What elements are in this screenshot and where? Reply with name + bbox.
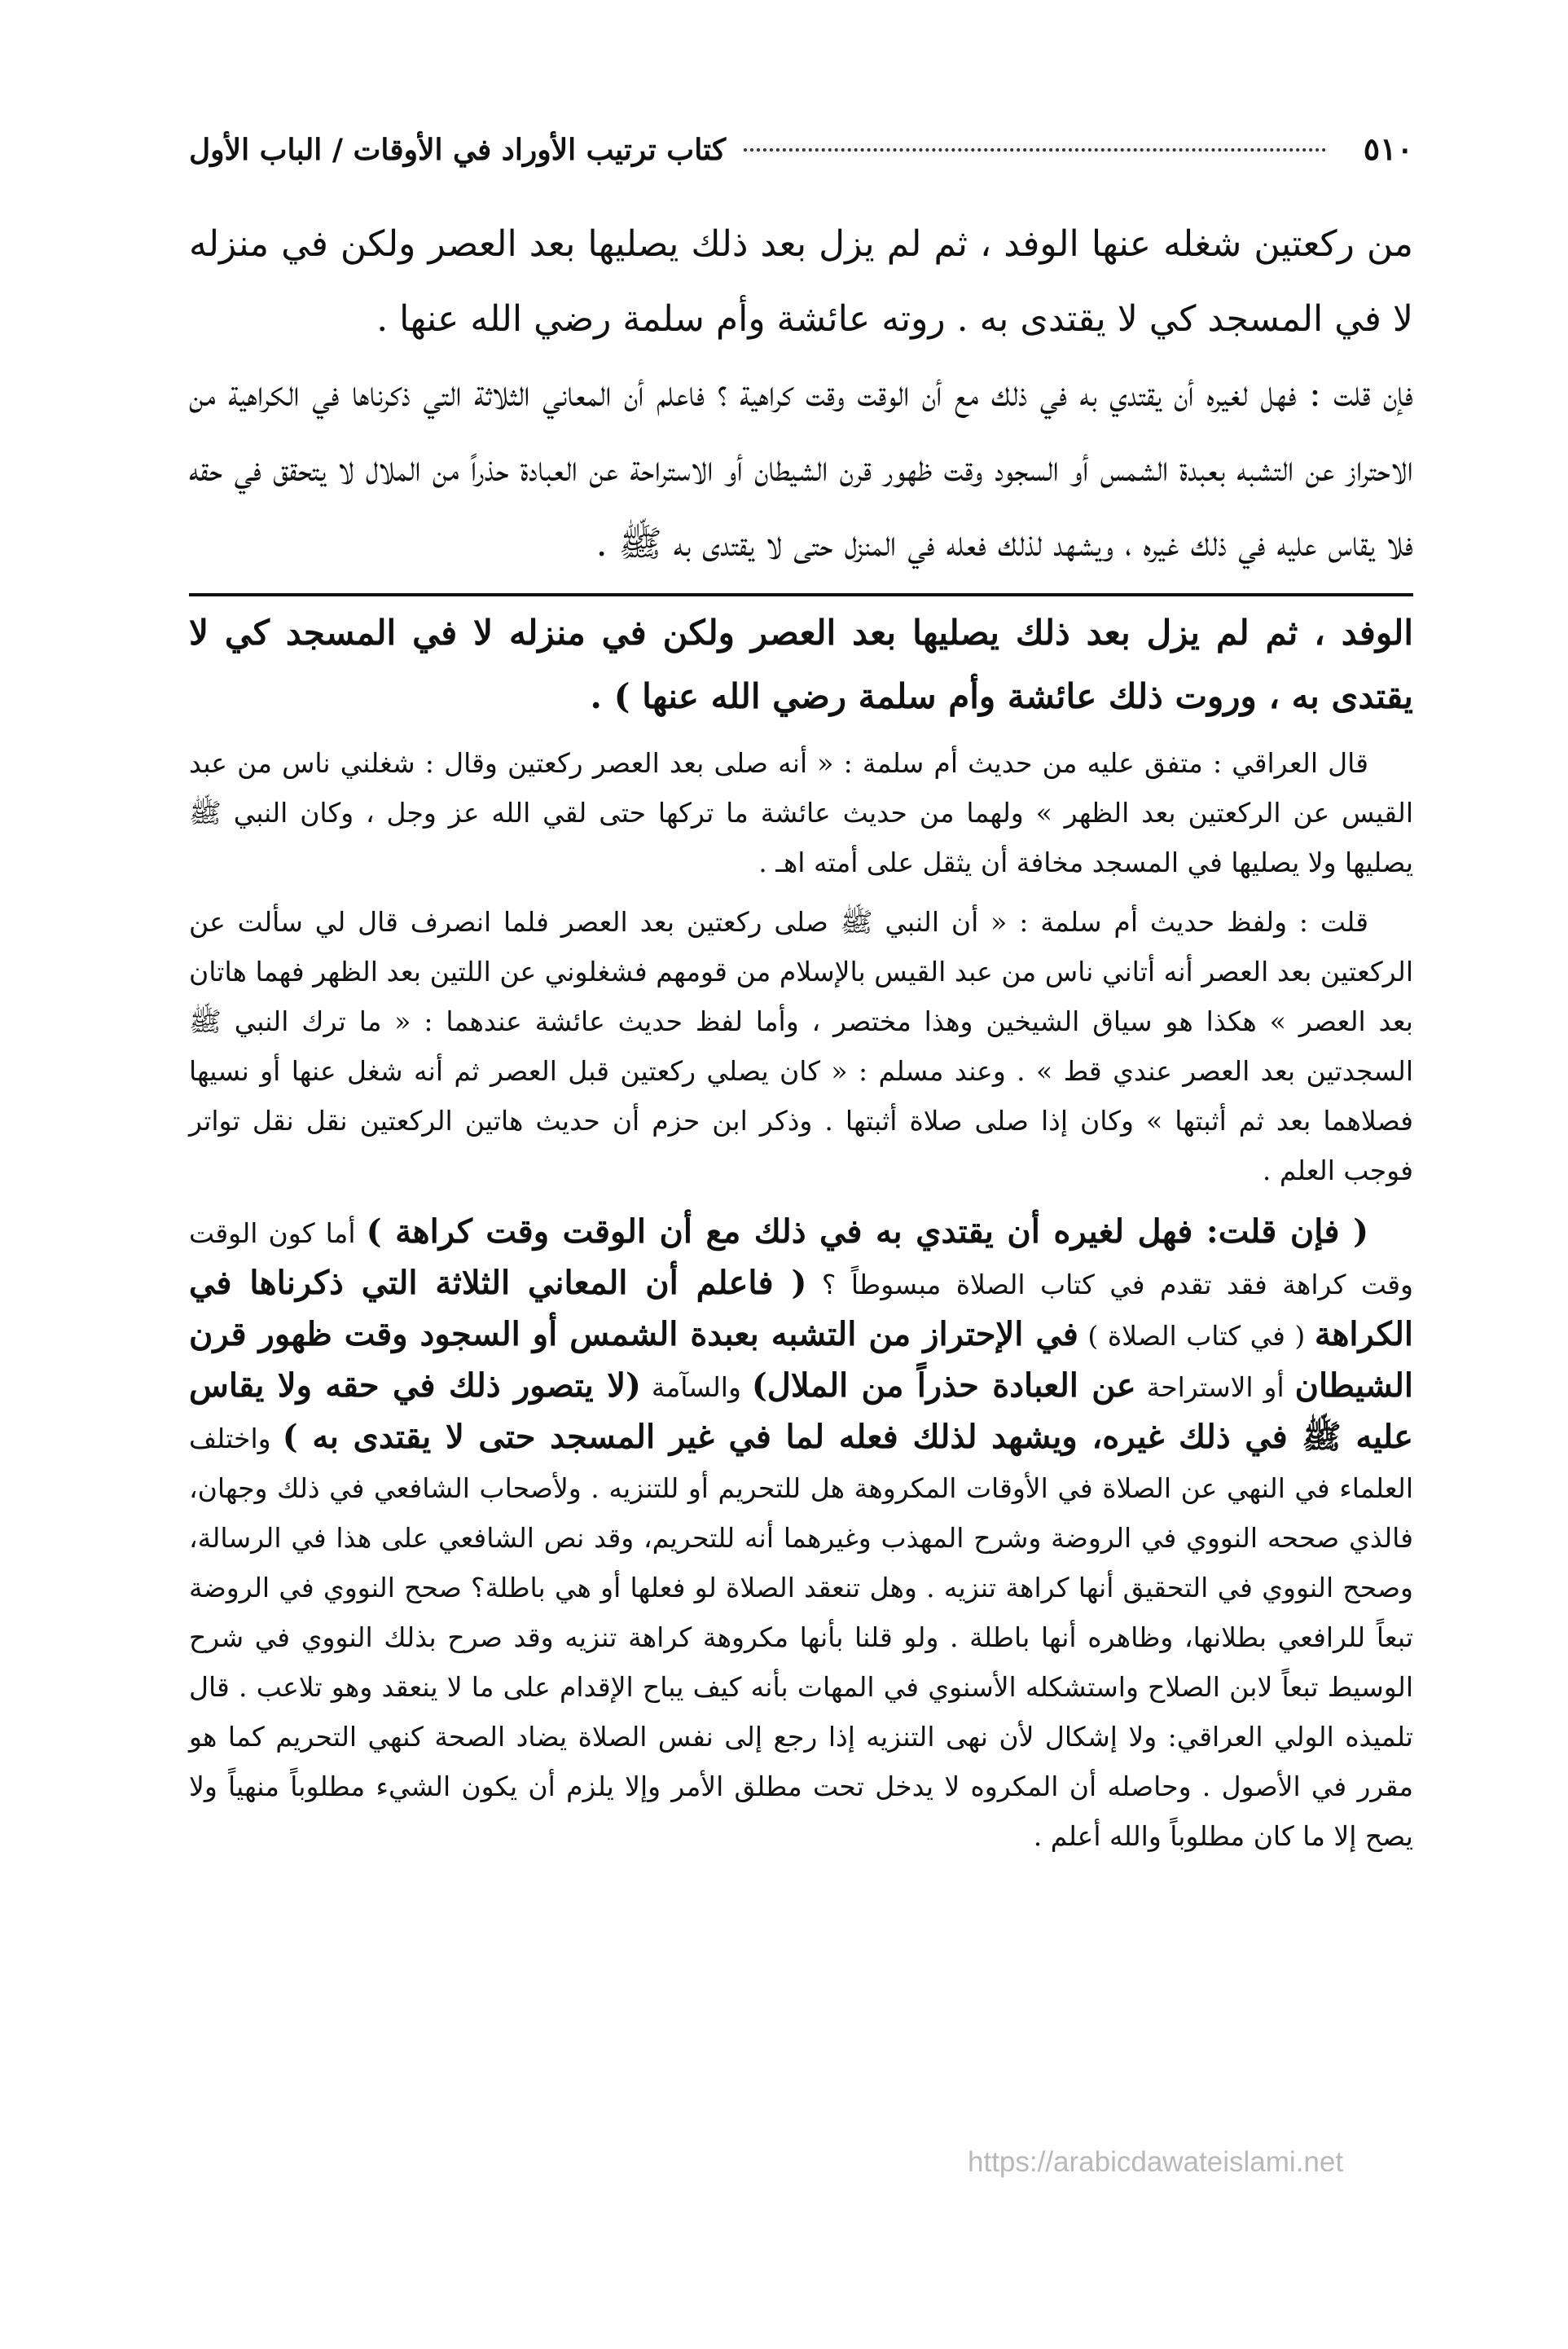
main-text	[189, 207, 1413, 582]
commentary-paragraph: قلت : ولفظ حديث أم سلمة : « أن النبي ﷺ صلى ركعتين بعد العصر فلما انصرف قال لي سألت عن الركعتين بعد العصر أنه أتاني ناس من عبد القيس بالإسلام من قومهم فشغلوني عن اللتين بعد الظهر فهما هاتان بعد العصر » هكذا هو سياق الشيخين وهذا مختصر ، وأما لفظ حديث عائشة عندهما : « ما ترك النبي ﷺ السجدتين بعد العصر عندي قط » . وعند مسلم : « كان يصلي ركعتين قبل العصر ثم أنه شغل عنها أو نسيها فصلاهما بعد ثم أثبتها » وكان إذا صلى صلاة أثبتها . وذكر ابن حزم أن حديث هاتين الركعتين نقل نقل تواتر فوجب العلم .	[189, 906, 1413, 1186]
book-page	[189, 130, 1413, 1861]
quoted-text: (لا يتصور ذلك في حقه ولا يقاس عليه ﷺ في ذلك غيره، ويشهد لذلك فعله لما في غير المسجد حتى لا يقتدى به )	[189, 1366, 1414, 1456]
commentary-paragraph: قال العراقي : متفق عليه من حديث أم سلمة : « أنه صلى بعد العصر ركعتين وقال : شغلني ناس من عبد القيس عن الركعتين بعد الظهر » ولهما من حديث عائشة ما تركها حتى لقي الله عز وجل ، وكان النبي ﷺ يصليها ولا يصليها في المسجد مخافة أن يثقل على أمته اهـ .	[189, 747, 1413, 878]
main-paragraph: فإن قلت : فهل لغيره أن يقتدي به في ذلك مع أن الوقت وقت كراهية ؟ فاعلم أن المعاني الثلاثة التي ذكرناها في الكراهية من الاحتراز عن التشبه بعبدة الشمس أو السجود وقت ظهور قرن الشيطان أو الاستراحة عن العبادة حذراً من الملال لا يتحقق في حقه فلا يقاس عليه في ذلك غيره ، ويشهد لذلك فعله في المنزل حتى لا يقتدى به ﷺ .	[189, 373, 1413, 565]
quoted-text: ( فاعلم أن المعاني الثلاثة التي ذكرناها في الكراهة	[189, 1264, 1413, 1353]
commentary-quote: الوفد ، ثم لم يزل بعد ذلك يصليها بعد العصر ولكن في منزله لا في المسجد كي لا يقتدى به ، وروت ذلك عائشة وأم سلمة رضي الله عنها ) .	[189, 613, 1413, 716]
section-divider	[189, 593, 1413, 596]
commentary	[189, 601, 1413, 1861]
commentary-text: واختلف العلماء في النهي عن الصلاة في الأوقات المكروهة هل للتحريم أو للتنزيه . ولأصحاب الشافعي في ذلك وجهان، فالذي صححه النووي في الروضة وشرح المهذب وغيرهما أنه للتحريم، وقد نص الشافعي على هذا في الرسالة، وصحح النووي في التحقيق أنها كراهة تنزيه . وهل تنعقد الصلاة لو فعلها أو هي باطلة؟ صحح النووي في الروضة تبعاً للرافعي بطلانها، وظاهره أنها باطلة . ولو قلنا بأنها مكروهة كراهة تنزيه وقد صرح بذلك النووي في شرح الوسيط تبعاً لابن الصلاح واستشكله الأسنوي في المهات بأنه كيف يباح الإقدام على ما لا ينعقد وهو تلاعب . قال تلميذه الولي العراقي: ولا إشكال لأن نهى التنزيه إذا رجع إلى نفس الصلاة يضاد الصحة كنهي التحريم كما هو مقرر في الأصول . وحاصله أن المكروه لا يدخل تحت مطلق الأمر وإلا يلزم أن يكون الشيء مطلوباً منهياً ولا يصح إلا ما كان مطلوباً والله أعلم .	[189, 1423, 1413, 1852]
main-paragraph: من ركعتين شغله عنها الوفد ، ثم لم يزل بعد ذلك يصليها بعد العصر ولكن في منزله لا في المسجد كي لا يقتدى به . روته عائشة وأم سلمة رضي الله عنها .	[189, 223, 1413, 340]
quoted-text: ( فإن قلت: فهل لغيره أن يقتدي به في ذلك مع أن الوقت وقت كراهة )	[366, 1212, 1369, 1251]
quoted-text: عن العبادة حذراً من الملال)	[751, 1366, 1136, 1405]
commentary-final-paragraph	[189, 1207, 1413, 1861]
page-number: ٥١٠	[1363, 130, 1413, 167]
commentary-text: أما كون الوقت وقت كراهة فقد تقدم في كتاب الصلاة مبسوطاً ؟	[189, 1217, 1413, 1300]
commentary-text: أو الاستراحة	[1135, 1371, 1295, 1403]
quoted-text: في الإحتراز من التشبه بعبدة الشمس أو السجود وقت ظهور قرن الشيطان	[189, 1315, 1414, 1405]
commentary-text: والسآمة	[640, 1371, 752, 1403]
commentary-text: ( في كتاب الصلاة )	[1078, 1320, 1315, 1352]
watermark-url: https://arabicdawateislami.net	[968, 2146, 1344, 2178]
running-header	[189, 130, 1413, 184]
chapter-title: كتاب ترتيب الأوراد في الأوقات / الباب الأول	[189, 133, 727, 167]
dotted-leader	[744, 148, 1326, 152]
